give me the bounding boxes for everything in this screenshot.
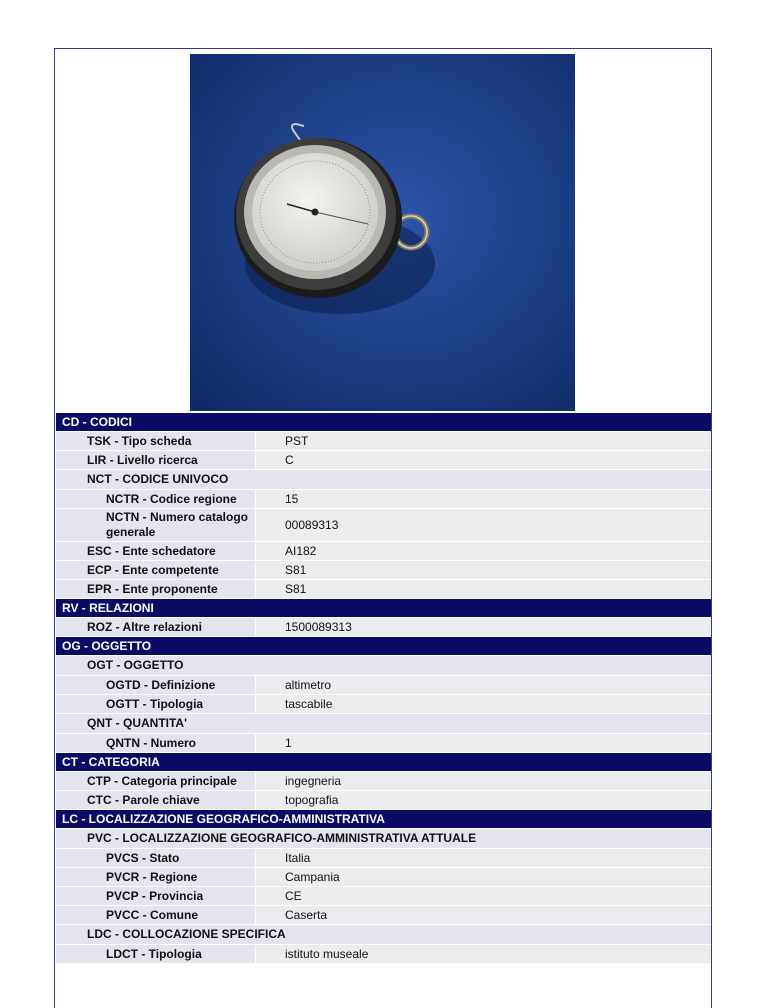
field-label: PVCC - Comune [56, 906, 255, 924]
field-row [56, 617, 711, 636]
field-value: 15 [256, 490, 711, 508]
field-label: EPR - Ente proponente [56, 580, 255, 598]
field-value: 1 [256, 734, 711, 752]
section-header: OG - OGGETTO [56, 636, 711, 655]
field-row [56, 508, 711, 541]
field-label: LIR - Livello ricerca [56, 451, 255, 469]
group-header: NCT - CODICE UNIVOCO [56, 469, 711, 489]
field-value: 1500089313 [256, 618, 711, 636]
field-row [56, 848, 711, 867]
field-value: AI182 [256, 542, 711, 560]
field-row [56, 431, 711, 450]
field-label: ECP - Ente competente [56, 561, 255, 579]
field-label: ESC - Ente schedatore [56, 542, 255, 560]
field-label: NCTR - Codice regione [56, 490, 255, 508]
field-label: LDCT - Tipologia [56, 945, 255, 963]
field-row [56, 560, 711, 579]
section-header: LC - LOCALIZZAZIONE GEOGRAFICO-AMMINISTRATIVA [56, 809, 711, 828]
catalog-record-frame [54, 48, 712, 1008]
field-label: NCTN - Numero catalogo generale [56, 509, 255, 541]
field-row [56, 579, 711, 598]
field-label: OGTT - Tipologia [56, 695, 255, 713]
field-value: istituto museale [256, 945, 711, 963]
field-row [56, 541, 711, 560]
field-label: PVCR - Regione [56, 868, 255, 886]
field-label: PVCP - Provincia [56, 887, 255, 905]
field-label: ROZ - Altre relazioni [56, 618, 255, 636]
field-row [56, 489, 711, 508]
field-label: CTC - Parole chiave [56, 791, 255, 809]
group-header: QNT - QUANTITA' [56, 713, 711, 733]
field-label: QNTN - Numero [56, 734, 255, 752]
section-header: CT - CATEGORIA [56, 752, 711, 771]
field-row [56, 450, 711, 469]
field-row [56, 694, 711, 713]
field-value: PST [256, 432, 711, 450]
field-row [56, 675, 711, 694]
group-header: PVC - LOCALIZZAZIONE GEOGRAFICO-AMMINISTRATIVA ATTUALE [56, 828, 711, 848]
field-value: CE [256, 887, 711, 905]
field-label: OGTD - Definizione [56, 676, 255, 694]
field-row [56, 944, 711, 963]
field-value: 00089313 [256, 509, 711, 541]
field-row [56, 886, 711, 905]
field-row [56, 771, 711, 790]
field-value: S81 [256, 561, 711, 579]
field-label: PVCS - Stato [56, 849, 255, 867]
section-header: CD - CODICI [56, 412, 711, 431]
group-header: OGT - OGGETTO [56, 655, 711, 675]
field-row [56, 733, 711, 752]
field-value: topografia [256, 791, 711, 809]
field-row [56, 790, 711, 809]
field-value: tascabile [256, 695, 711, 713]
catalog-table [56, 412, 711, 963]
field-value: Italia [256, 849, 711, 867]
group-header: LDC - COLLOCAZIONE SPECIFICA [56, 924, 711, 944]
section-header: RV - RELAZIONI [56, 598, 711, 617]
field-label: CTP - Categoria principale [56, 772, 255, 790]
altimeter-photo [190, 54, 575, 411]
field-row [56, 867, 711, 886]
field-value: ingegneria [256, 772, 711, 790]
field-label: TSK - Tipo scheda [56, 432, 255, 450]
field-row [56, 905, 711, 924]
field-value: altimetro [256, 676, 711, 694]
field-value: Campania [256, 868, 711, 886]
field-value: Caserta [256, 906, 711, 924]
field-value: C [256, 451, 711, 469]
field-value: S81 [256, 580, 711, 598]
